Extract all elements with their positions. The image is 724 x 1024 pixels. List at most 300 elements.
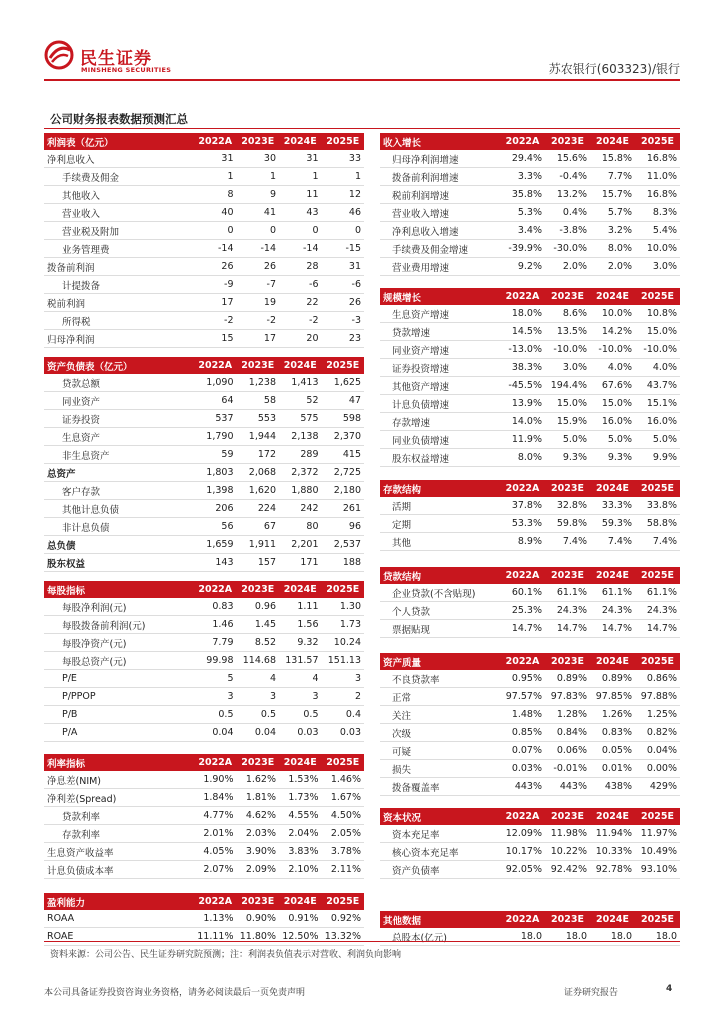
row-value: 2.04% xyxy=(279,825,322,843)
row-value: 0.84% xyxy=(545,724,590,742)
year-header: 2022A xyxy=(500,480,545,497)
row-value: 15.8% xyxy=(590,150,635,168)
row-value: 224 xyxy=(237,500,280,518)
row-label: 营业税及附加 xyxy=(44,222,194,240)
row-value: 429% xyxy=(635,778,680,796)
row-value: -2 xyxy=(279,312,322,330)
row-value: 2,370 xyxy=(322,428,365,446)
row-value: 1.25% xyxy=(635,706,680,724)
year-header: 2023E xyxy=(545,480,590,497)
row-value: 0.5 xyxy=(194,706,237,724)
row-value: 59.3% xyxy=(590,515,635,533)
row-value: 11.9% xyxy=(500,431,545,449)
row-label: 贷款利率 xyxy=(44,807,194,825)
row-value: 0 xyxy=(279,222,322,240)
year-header: 2025E xyxy=(635,808,680,825)
row-value: 1,659 xyxy=(194,536,237,554)
row-value: 10.0% xyxy=(590,305,635,323)
row-value: 5.0% xyxy=(635,431,680,449)
row-label: 总负债 xyxy=(44,536,194,554)
table-row xyxy=(44,771,364,789)
row-value: -13.0% xyxy=(500,341,545,359)
row-value: 60.1% xyxy=(500,584,545,602)
row-value: 1,620 xyxy=(237,482,280,500)
row-value: 22 xyxy=(279,294,322,312)
table-row xyxy=(44,688,364,706)
row-value: 10.8% xyxy=(635,305,680,323)
row-value: 59.8% xyxy=(545,515,590,533)
row-value: -10.0% xyxy=(590,341,635,359)
table-row xyxy=(44,392,364,410)
year-header: 2022A xyxy=(194,754,237,771)
row-value: 92.78% xyxy=(590,861,635,879)
row-value: 10.22% xyxy=(545,843,590,861)
row-label: 企业贷款(不含贴现) xyxy=(380,584,500,602)
table-row xyxy=(380,620,680,638)
row-value: 33 xyxy=(322,150,365,168)
row-value: 92.42% xyxy=(545,861,590,879)
row-value: 99.98 xyxy=(194,652,237,670)
row-value: 7.4% xyxy=(635,533,680,551)
report-type: 证券研究报告 xyxy=(564,988,619,998)
row-value: 1.73% xyxy=(279,789,322,807)
table-right_tables-4 xyxy=(380,653,680,796)
table-row xyxy=(44,910,364,928)
row-label: 客户存款 xyxy=(44,482,194,500)
section-title: 公司财务报表数据预测汇总 xyxy=(50,112,188,126)
row-value: -2 xyxy=(237,312,280,330)
table-right_tables-2 xyxy=(380,480,680,551)
row-label: 正常 xyxy=(380,688,500,706)
table-row xyxy=(44,150,364,168)
row-value: 2.07% xyxy=(194,861,237,879)
row-value: 19 xyxy=(237,294,280,312)
row-value: 1,413 xyxy=(279,374,322,392)
row-value: -9 xyxy=(194,276,237,294)
row-label: 核心资本充足率 xyxy=(380,843,500,861)
row-value: 1.46% xyxy=(322,771,365,789)
row-label: 业务管理费 xyxy=(44,240,194,258)
row-value: 0.89% xyxy=(545,670,590,688)
year-header: 2022A xyxy=(194,357,237,374)
row-label: ROAE xyxy=(44,928,194,946)
table-row xyxy=(380,449,680,467)
row-value: 31 xyxy=(279,150,322,168)
row-value: 4.50% xyxy=(322,807,365,825)
row-value: 0.95% xyxy=(500,670,545,688)
row-value: 2,201 xyxy=(279,536,322,554)
table-row xyxy=(380,377,680,395)
row-value: 1.48% xyxy=(500,706,545,724)
row-value: 0 xyxy=(194,222,237,240)
table-header-row xyxy=(380,133,680,150)
row-value: 11.98% xyxy=(545,825,590,843)
table-row xyxy=(44,616,364,634)
row-label: 股东权益增速 xyxy=(380,449,500,467)
row-value: 438% xyxy=(590,778,635,796)
row-value: 1,790 xyxy=(194,428,237,446)
row-value: 10.0% xyxy=(635,240,680,258)
row-value: 56 xyxy=(194,518,237,536)
row-value: 2.0% xyxy=(545,258,590,276)
row-value: 7.79 xyxy=(194,634,237,652)
table-row xyxy=(380,323,680,341)
row-value: 0.85% xyxy=(500,724,545,742)
row-value: 24.3% xyxy=(545,602,590,620)
row-value: 0.03 xyxy=(279,724,322,742)
row-value: 0.05% xyxy=(590,742,635,760)
year-header: 2024E xyxy=(590,567,635,584)
row-value: 16.8% xyxy=(635,150,680,168)
row-value: 0.82% xyxy=(635,724,680,742)
year-header: 2022A xyxy=(500,288,545,305)
table-row xyxy=(44,258,364,276)
table-row xyxy=(44,536,364,554)
row-label: 每股拨备前利润(元) xyxy=(44,616,194,634)
year-header: 2022A xyxy=(194,133,237,150)
row-value: 1.11 xyxy=(279,598,322,616)
row-value: 97.85% xyxy=(590,688,635,706)
page-number: 4 xyxy=(666,984,673,994)
row-value: 1.67% xyxy=(322,789,365,807)
row-value: 5.4% xyxy=(635,222,680,240)
table-row xyxy=(380,584,680,602)
row-value: 4.55% xyxy=(279,807,322,825)
table-title: 贷款结构 xyxy=(380,567,500,584)
row-value: 171 xyxy=(279,554,322,572)
year-header: 2025E xyxy=(322,357,365,374)
row-value: 0.04% xyxy=(635,742,680,760)
table-title: 其他数据 xyxy=(380,911,500,928)
table-left_tables-2 xyxy=(44,581,364,742)
row-value: 15.0% xyxy=(590,395,635,413)
row-value: 261 xyxy=(322,500,365,518)
row-value: 2,138 xyxy=(279,428,322,446)
year-header: 2022A xyxy=(500,567,545,584)
year-header: 2025E xyxy=(635,288,680,305)
data-source-note: 资料来源：公司公告、民生证券研究院预测；注：利润表负值表示对营收、利润负向影响 xyxy=(50,950,402,960)
row-value: 0.00% xyxy=(635,760,680,778)
row-label: 手续费及佣金 xyxy=(44,168,194,186)
row-value: 17 xyxy=(194,294,237,312)
table-header-row xyxy=(44,133,364,150)
year-header: 2023E xyxy=(545,653,590,670)
table-header-row xyxy=(44,357,364,374)
table-title: 每股指标 xyxy=(44,581,194,598)
row-label: 生息资产增速 xyxy=(380,305,500,323)
row-value: 40 xyxy=(194,204,237,222)
table-row xyxy=(44,464,364,482)
row-value: 15.1% xyxy=(635,395,680,413)
row-value: 97.83% xyxy=(545,688,590,706)
table-row xyxy=(44,240,364,258)
row-value: -10.0% xyxy=(635,341,680,359)
row-value: -39.9% xyxy=(500,240,545,258)
row-value: 11.11% xyxy=(194,928,237,946)
row-value: 9 xyxy=(237,186,280,204)
row-value: 537 xyxy=(194,410,237,428)
year-header: 2022A xyxy=(500,808,545,825)
row-value: 4.77% xyxy=(194,807,237,825)
row-value: 93.10% xyxy=(635,861,680,879)
row-label: 其他资产增速 xyxy=(380,377,500,395)
row-value: 443% xyxy=(545,778,590,796)
row-value: 0 xyxy=(322,222,365,240)
row-value: -45.5% xyxy=(500,377,545,395)
row-value: 4.05% xyxy=(194,843,237,861)
table-row xyxy=(380,760,680,778)
table-row xyxy=(44,204,364,222)
row-value: 3 xyxy=(194,688,237,706)
year-header: 2024E xyxy=(590,911,635,928)
row-value: 11.97% xyxy=(635,825,680,843)
row-value: 10.49% xyxy=(635,843,680,861)
row-value: 15 xyxy=(194,330,237,348)
row-value: 15.0% xyxy=(545,395,590,413)
table-row xyxy=(44,374,364,392)
row-value: 0.91% xyxy=(279,910,322,928)
row-value: 67 xyxy=(237,518,280,536)
table-row xyxy=(380,186,680,204)
row-value: 1,944 xyxy=(237,428,280,446)
row-value: 0.90% xyxy=(237,910,280,928)
table-row xyxy=(380,395,680,413)
row-value: 2.09% xyxy=(237,861,280,879)
row-value: 1,238 xyxy=(237,374,280,392)
row-value: 14.7% xyxy=(590,620,635,638)
year-header: 2023E xyxy=(237,581,280,598)
row-value: 80 xyxy=(279,518,322,536)
row-value: 3.0% xyxy=(635,258,680,276)
year-header: 2023E xyxy=(237,357,280,374)
row-label: 其他 xyxy=(380,533,500,551)
row-value: 14.5% xyxy=(500,323,545,341)
table-row xyxy=(44,825,364,843)
row-label: 资本充足率 xyxy=(380,825,500,843)
row-label: 同业负债增速 xyxy=(380,431,500,449)
row-value: 26 xyxy=(322,294,365,312)
table-row xyxy=(380,843,680,861)
table-row xyxy=(380,240,680,258)
row-value: 2.10% xyxy=(279,861,322,879)
row-value: 0.4% xyxy=(545,204,590,222)
row-value: 0.07% xyxy=(500,742,545,760)
row-value: 20 xyxy=(279,330,322,348)
row-label: 每股净利润(元) xyxy=(44,598,194,616)
row-value: -14 xyxy=(279,240,322,258)
table-header-row xyxy=(380,288,680,305)
row-value: 1.28% xyxy=(545,706,590,724)
row-value: 33.3% xyxy=(590,497,635,515)
table-title: 利率指标 xyxy=(44,754,194,771)
row-value: 0.96 xyxy=(237,598,280,616)
row-value: 3.78% xyxy=(322,843,365,861)
row-value: 3.0% xyxy=(545,359,590,377)
table-title: 规模增长 xyxy=(380,288,500,305)
row-value: 8.3% xyxy=(635,204,680,222)
row-label: 净息差(NIM) xyxy=(44,771,194,789)
row-value: 13.9% xyxy=(500,395,545,413)
row-value: 1.81% xyxy=(237,789,280,807)
year-header: 2025E xyxy=(322,581,365,598)
brand-name-en: MINSHENG SECURITIES xyxy=(81,66,172,74)
year-header: 2024E xyxy=(590,480,635,497)
row-value: 1 xyxy=(322,168,365,186)
row-label: 计息负债增速 xyxy=(380,395,500,413)
row-value: 10.17% xyxy=(500,843,545,861)
row-value: 11 xyxy=(279,186,322,204)
row-value: 188 xyxy=(322,554,365,572)
row-value: 1,090 xyxy=(194,374,237,392)
row-value: 16.8% xyxy=(635,186,680,204)
year-header: 2024E xyxy=(279,581,322,598)
row-value: 1.26% xyxy=(590,706,635,724)
table-row xyxy=(44,598,364,616)
table-header-row xyxy=(44,581,364,598)
row-value: 53.3% xyxy=(500,515,545,533)
row-value: 1,880 xyxy=(279,482,322,500)
row-value: 553 xyxy=(237,410,280,428)
row-value: 24.3% xyxy=(635,602,680,620)
row-value: -0.01% xyxy=(545,760,590,778)
table-row xyxy=(44,807,364,825)
row-value: 92.05% xyxy=(500,861,545,879)
table-row xyxy=(44,554,364,572)
table-row xyxy=(44,652,364,670)
row-value: 1.13% xyxy=(194,910,237,928)
table-row xyxy=(44,706,364,724)
row-value: 151.13 xyxy=(322,652,365,670)
row-value: 1 xyxy=(237,168,280,186)
row-label: 拨备前利润增速 xyxy=(380,168,500,186)
row-label: 计提拨备 xyxy=(44,276,194,294)
row-value: 46 xyxy=(322,204,365,222)
row-value: 43 xyxy=(279,204,322,222)
row-label: 股东权益 xyxy=(44,554,194,572)
table-row xyxy=(380,928,680,946)
row-value: 2,068 xyxy=(237,464,280,482)
row-value: 5.0% xyxy=(545,431,590,449)
year-header: 2025E xyxy=(322,754,365,771)
row-value: 415 xyxy=(322,446,365,464)
row-value: 1.53% xyxy=(279,771,322,789)
row-value: 10.24 xyxy=(322,634,365,652)
row-value: 18.0 xyxy=(590,928,635,946)
table-row xyxy=(44,294,364,312)
row-value: 2.0% xyxy=(590,258,635,276)
row-value: 3 xyxy=(322,670,365,688)
row-value: 2.01% xyxy=(194,825,237,843)
table-row xyxy=(44,724,364,742)
row-value: 47 xyxy=(322,392,365,410)
footnote-divider xyxy=(44,941,680,942)
row-label: 证券投资增速 xyxy=(380,359,500,377)
row-value: 143 xyxy=(194,554,237,572)
row-value: 5.3% xyxy=(500,204,545,222)
row-value: 8.0% xyxy=(590,240,635,258)
row-value: 0.04 xyxy=(194,724,237,742)
row-value: 0.89% xyxy=(590,670,635,688)
row-label: 手续费及佣金增速 xyxy=(380,240,500,258)
table-row xyxy=(380,305,680,323)
year-header: 2024E xyxy=(590,808,635,825)
row-label: P/B xyxy=(44,706,194,724)
table-row xyxy=(44,428,364,446)
row-label: 贷款增速 xyxy=(380,323,500,341)
year-header: 2024E xyxy=(279,893,322,910)
table-title: 资本状况 xyxy=(380,808,500,825)
row-value: 2,725 xyxy=(322,464,365,482)
row-value: 443% xyxy=(500,778,545,796)
row-label: 所得税 xyxy=(44,312,194,330)
row-value: 7.7% xyxy=(590,168,635,186)
row-value: 131.57 xyxy=(279,652,322,670)
year-header: 2023E xyxy=(237,754,280,771)
table-right_tables-1 xyxy=(380,288,680,467)
row-value: 2 xyxy=(322,688,365,706)
table-header-row xyxy=(380,911,680,928)
table-title: 存款结构 xyxy=(380,480,500,497)
row-value: 11.94% xyxy=(590,825,635,843)
row-value: 23 xyxy=(322,330,365,348)
row-value: 18.0 xyxy=(635,928,680,946)
row-value: 0.92% xyxy=(322,910,365,928)
row-label: 净利差(Spread) xyxy=(44,789,194,807)
row-label: 次级 xyxy=(380,724,500,742)
row-value: 1,398 xyxy=(194,482,237,500)
row-value: 14.7% xyxy=(635,620,680,638)
table-row xyxy=(44,843,364,861)
table-row xyxy=(380,742,680,760)
table-row xyxy=(380,258,680,276)
row-value: 17 xyxy=(237,330,280,348)
row-value: 26 xyxy=(194,258,237,276)
row-value: 41 xyxy=(237,204,280,222)
row-value: 14.7% xyxy=(500,620,545,638)
table-title: 资产负债表（亿元） xyxy=(44,357,194,374)
row-value: 0.04 xyxy=(237,724,280,742)
year-header: 2024E xyxy=(590,133,635,150)
row-value: 1 xyxy=(194,168,237,186)
year-header: 2024E xyxy=(590,288,635,305)
row-label: 每股净资产(元) xyxy=(44,634,194,652)
row-value: 2,537 xyxy=(322,536,365,554)
row-label: 总资产 xyxy=(44,464,194,482)
row-value: 61.1% xyxy=(590,584,635,602)
table-right_tables-0 xyxy=(380,133,680,276)
table-row xyxy=(44,789,364,807)
year-header: 2024E xyxy=(279,754,322,771)
table-row xyxy=(380,204,680,222)
row-value: 58 xyxy=(237,392,280,410)
row-value: 13.2% xyxy=(545,186,590,204)
table-row xyxy=(44,276,364,294)
row-value: 598 xyxy=(322,410,365,428)
row-value: 15.9% xyxy=(545,413,590,431)
table-row xyxy=(44,928,364,946)
row-value: -14 xyxy=(237,240,280,258)
row-label: 活期 xyxy=(380,497,500,515)
table-header-row xyxy=(380,567,680,584)
table-row xyxy=(380,431,680,449)
row-value: 1,911 xyxy=(237,536,280,554)
row-value: 289 xyxy=(279,446,322,464)
row-value: 9.3% xyxy=(545,449,590,467)
row-value: 8 xyxy=(194,186,237,204)
table-row xyxy=(44,446,364,464)
table-row xyxy=(380,602,680,620)
row-value: 0.5 xyxy=(279,706,322,724)
